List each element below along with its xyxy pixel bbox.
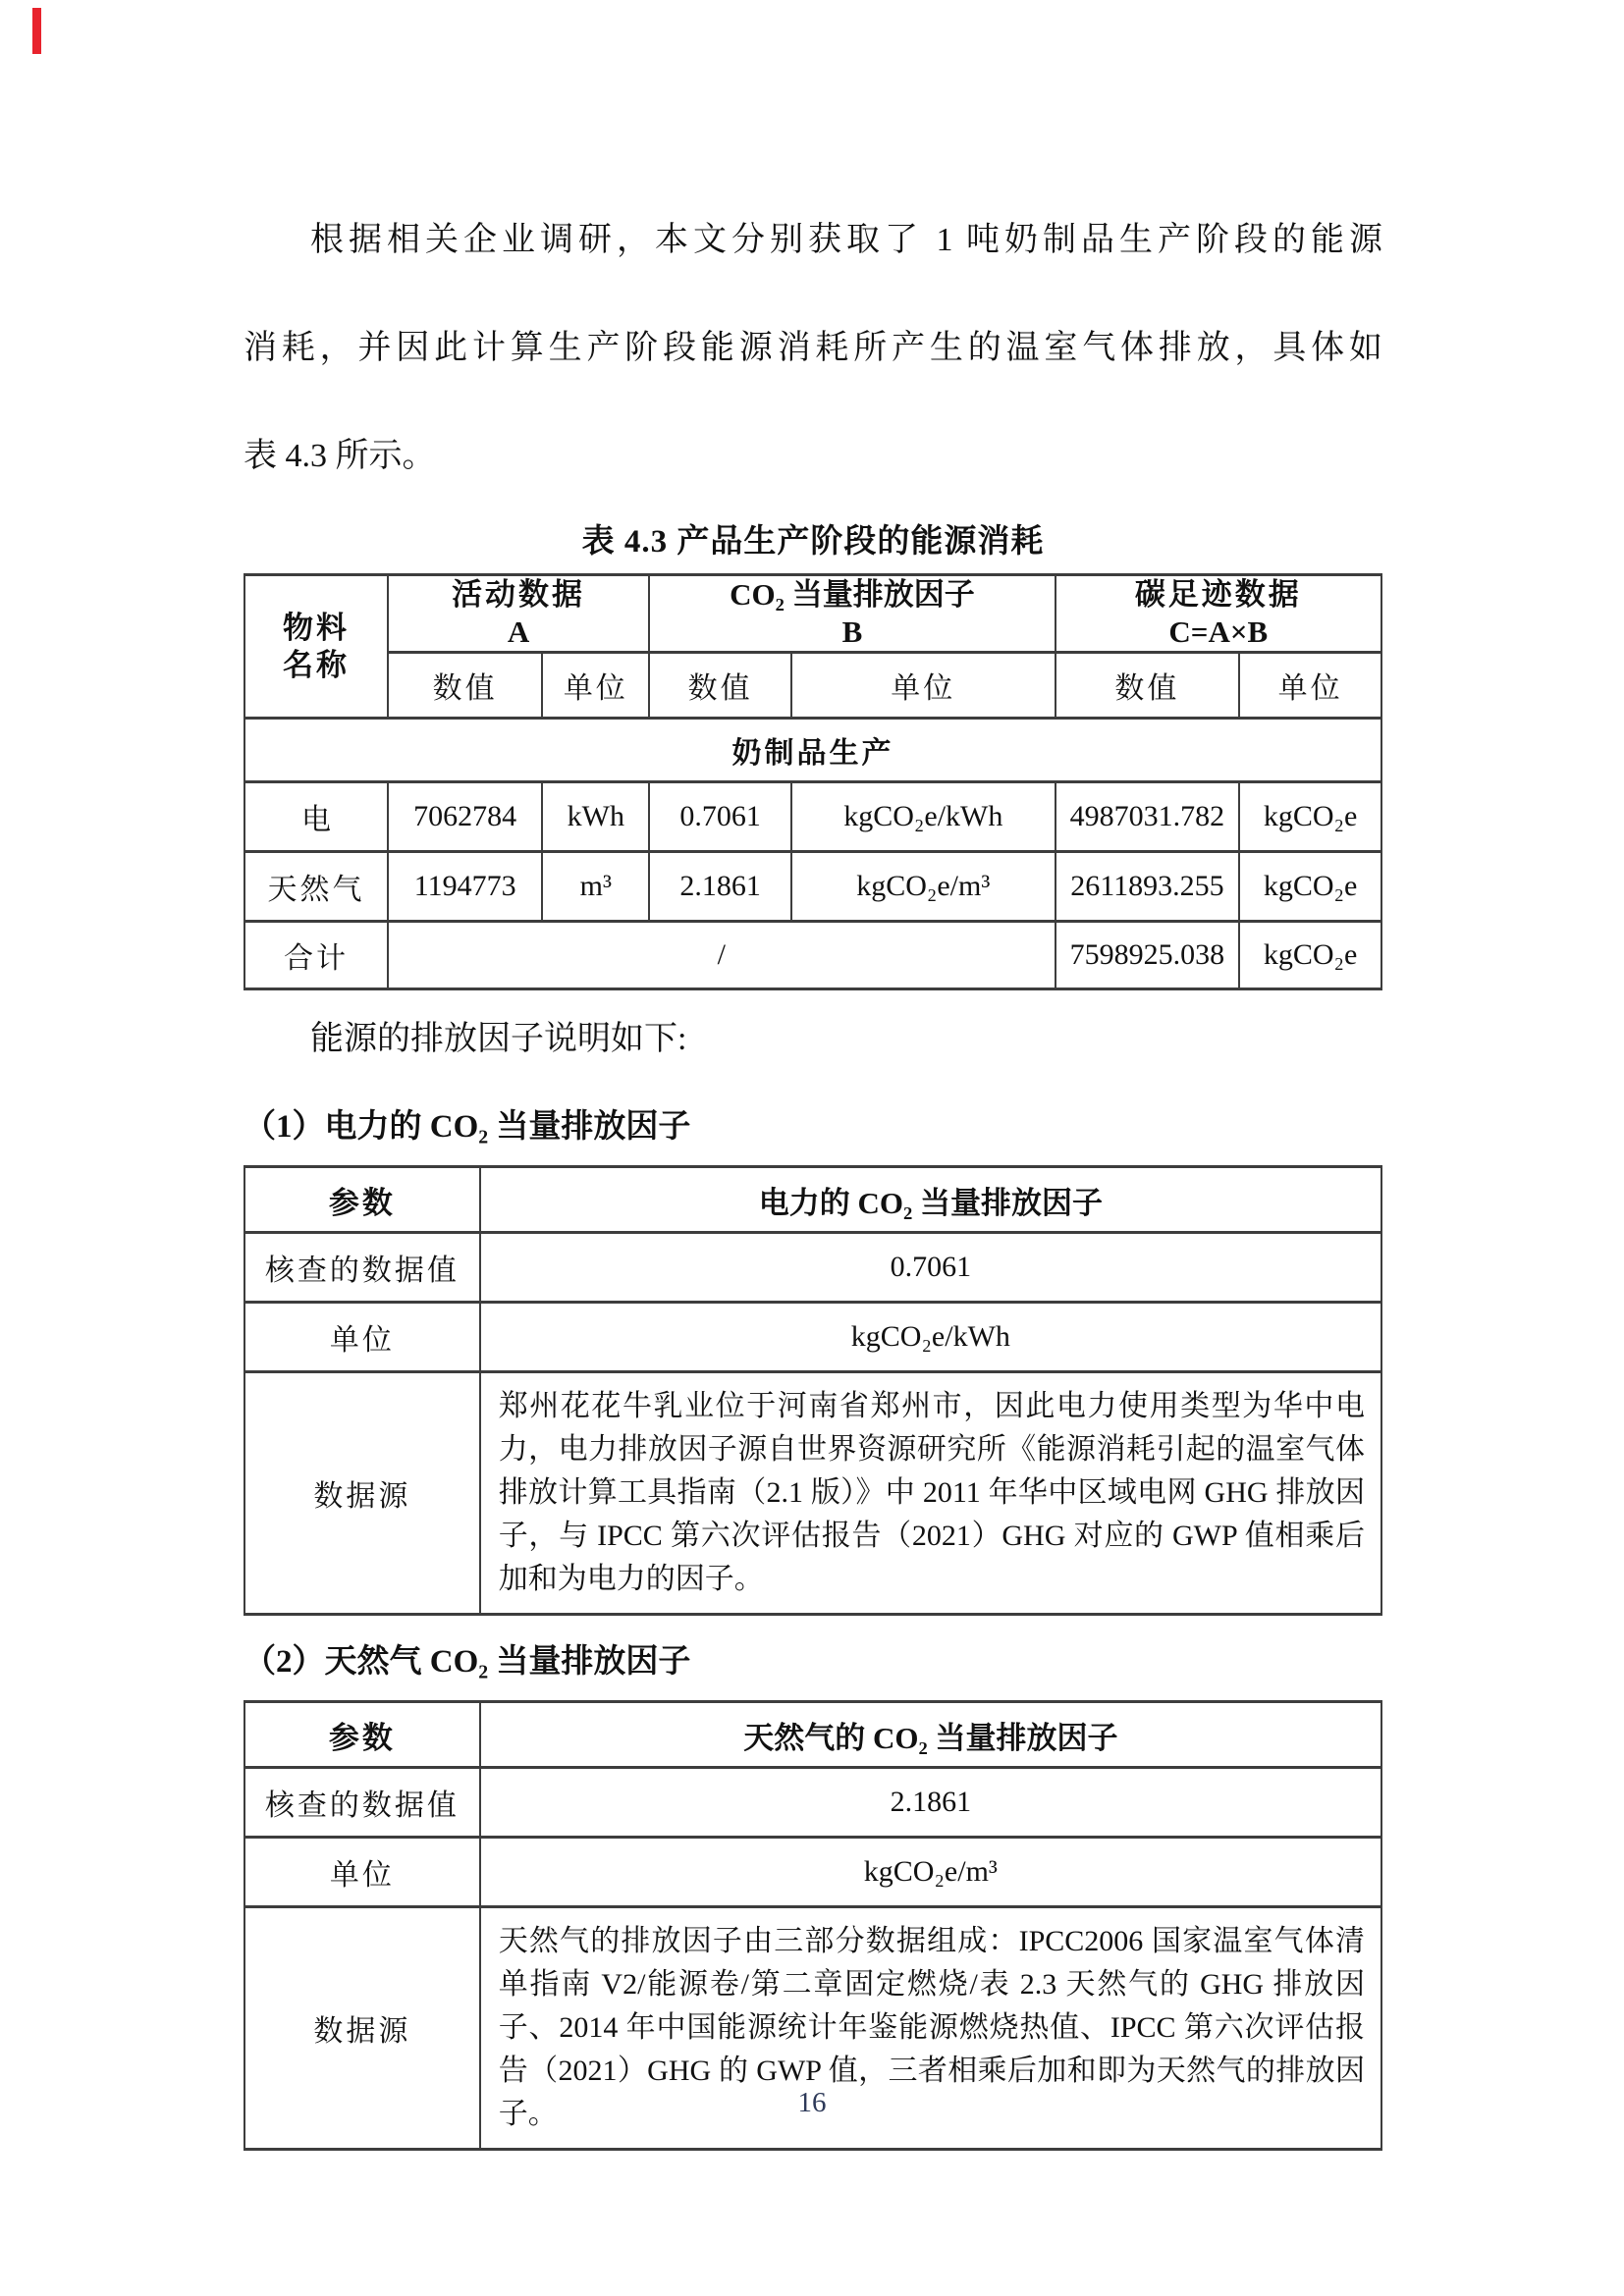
param-value-cell: 电力的 CO₂ 当量排放因子 — [480, 1167, 1381, 1233]
param-label-cell: 参数 — [244, 1702, 480, 1768]
data-source-label-cell: 数据源 — [244, 1907, 480, 2150]
header-c-value: 数值 — [1056, 653, 1240, 719]
header-row-groups — [244, 575, 1381, 653]
table-4-3-title: 表 4.3 产品生产阶段的能源消耗 — [581, 524, 1045, 560]
total-label-cell: 合计 — [244, 922, 388, 989]
unit-value-cell: kgCO₂e/m³ — [480, 1838, 1381, 1907]
param-row — [244, 1167, 1381, 1233]
data-source-label-cell: 数据源 — [244, 1372, 480, 1615]
section-row-dairy-production — [244, 719, 1381, 782]
heading-electricity-factor: （1）电力的 CO₂ 当量排放因子 — [244, 1109, 691, 1145]
c-unit-cell: kgCO₂e — [1239, 782, 1381, 852]
intro-line-2: 消耗，并因此计算生产阶段能源消耗所产生的温室气体排放，具体如 — [244, 330, 1382, 366]
header-carbon-footprint: 碳足迹数据 C=A×B — [1056, 575, 1381, 653]
total-c-unit-cell: kgCO₂e — [1239, 922, 1381, 989]
verified-value-cell: 0.7061 — [480, 1233, 1381, 1303]
material-cell: 电 — [244, 782, 388, 852]
intro-line-3: 表 4.3 所示。 — [244, 438, 436, 474]
total-c-value-cell: 7598925.038 — [1056, 922, 1240, 989]
c-unit-cell: kgCO₂e — [1239, 852, 1381, 922]
c-value-cell: 4987031.782 — [1056, 782, 1240, 852]
table-row-natural-gas — [244, 852, 1381, 922]
header-co2-factor: CO₂ 当量排放因子 B — [649, 575, 1055, 653]
unit-row — [244, 1303, 1381, 1372]
b-value-cell: 0.7061 — [649, 782, 791, 852]
unit-label-cell: 单位 — [244, 1303, 480, 1372]
a-unit-cell: kWh — [542, 782, 649, 852]
heading-natural-gas-factor: （2）天然气 CO₂ 当量排放因子 — [244, 1644, 691, 1680]
b-value-cell: 2.1861 — [649, 852, 791, 922]
data-source-row — [244, 1372, 1381, 1615]
a-unit-cell: m³ — [542, 852, 649, 922]
a-value-cell: 7062784 — [388, 782, 542, 852]
header-c-unit: 单位 — [1239, 653, 1381, 719]
data-source-text-cell: 天然气的排放因子由三部分数据组成：IPCC2006 国家温室气体清单指南 V2/能源卷/第二章固定燃烧/表 2.3 天然气的 GHG 排放因子、2014 年中国能源统计年鉴能源燃烧热值、IPCC 第六次评估报告（2021）GHG 的 GWP 值，三者相乘后加和即为天然气的排放因子。 — [480, 1907, 1381, 2150]
a-value-cell: 1194773 — [388, 852, 542, 922]
page-number: 16 — [797, 2087, 827, 2118]
verified-value-cell: 2.1861 — [480, 1768, 1381, 1838]
header-activity-data: 活动数据 A — [388, 575, 649, 653]
intro-line-1: 根据相关企业调研，本文分别获取了 1 吨奶制品生产阶段的能源 — [310, 222, 1382, 258]
verified-value-label-cell: 核查的数据值 — [244, 1233, 480, 1303]
header-a-unit: 单位 — [542, 653, 649, 719]
material-cell: 天然气 — [244, 852, 388, 922]
b-unit-cell: kgCO₂e/m³ — [791, 852, 1056, 922]
header-b-value: 数值 — [649, 653, 791, 719]
verified-value-label-cell: 核查的数据值 — [244, 1768, 480, 1838]
b-unit-cell: kgCO₂e/kWh — [791, 782, 1056, 852]
header-material-name: 物料 名称 — [244, 575, 388, 719]
param-label-cell: 参数 — [244, 1167, 480, 1233]
data-source-text-cell: 郑州花花牛乳业位于河南省郑州市，因此电力使用类型为华中电力，电力排放因子源自世界资源研究所《能源消耗引起的温室气体排放计算工具指南（2.1 版）》中 2011 年华中区域电网 GHG 排放因子，与 IPCC 第六次评估报告（2021）GHG 对应的 GWP 值相乘后加和为电力的因子。 — [480, 1372, 1381, 1615]
param-value-cell: 天然气的 CO₂ 当量排放因子 — [480, 1702, 1381, 1768]
unit-label-cell: 单位 — [244, 1838, 480, 1907]
intro-paragraph — [244, 187, 1382, 510]
natural-gas-factor-table — [244, 1700, 1382, 2151]
unit-row — [244, 1838, 1381, 1907]
table-row-total — [244, 922, 1381, 989]
param-row — [244, 1702, 1381, 1768]
electricity-factor-table — [244, 1165, 1382, 1616]
emission-factor-note: 能源的排放因子说明如下: — [310, 1021, 687, 1057]
verified-value-row — [244, 1233, 1381, 1303]
header-row-value-unit — [244, 653, 1381, 719]
total-merged-cell: / — [388, 922, 1056, 989]
energy-consumption-table — [244, 573, 1382, 990]
section-label: 奶制品生产 — [244, 719, 1381, 782]
unit-value-cell: kgCO₂e/kWh — [480, 1303, 1381, 1372]
table-row-electricity — [244, 782, 1381, 852]
c-value-cell: 2611893.255 — [1056, 852, 1240, 922]
page-content — [244, 0, 1382, 2151]
red-annotation-mark — [32, 8, 41, 54]
header-b-unit: 单位 — [791, 653, 1056, 719]
header-a-value: 数值 — [388, 653, 542, 719]
verified-value-row — [244, 1768, 1381, 1838]
